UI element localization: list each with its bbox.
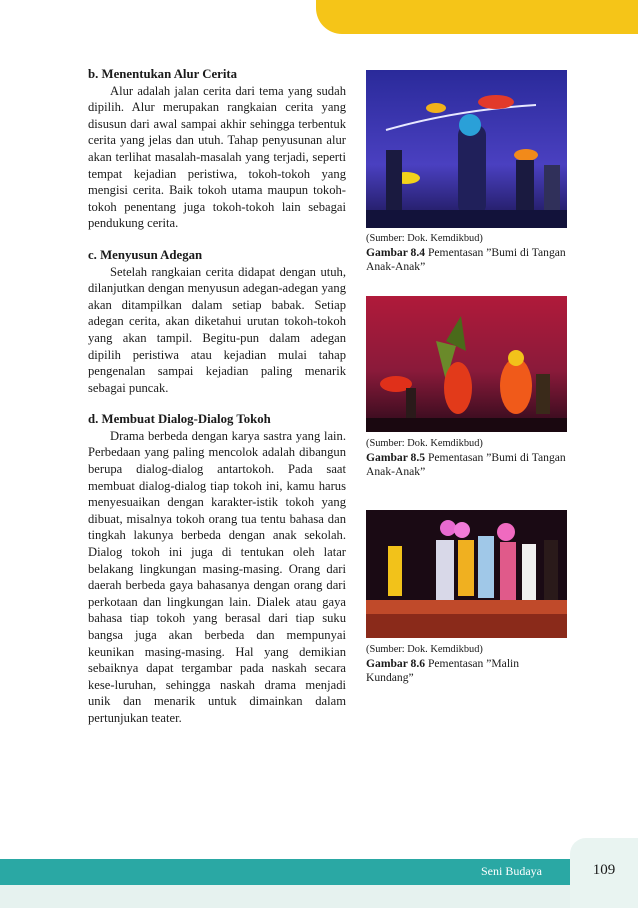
section-heading: d. Membuat Dialog-Dialog Tokoh <box>88 412 271 427</box>
footer-decor <box>0 885 638 908</box>
section-dialog-tokoh <box>88 411 346 726</box>
figure-label: Gambar 8.4 <box>366 246 426 259</box>
section-heading: c. Menyusun Adegan <box>88 247 203 262</box>
header-decor-tab <box>316 0 638 34</box>
book-title: Seni Budaya <box>481 864 542 878</box>
figure-title: Pementasan ”Bumi di Tangan Anak-Anak” <box>366 451 566 478</box>
figure-caption <box>366 232 567 274</box>
body-text-column <box>88 66 346 742</box>
stage-photo <box>366 510 567 638</box>
paragraph: Drama berbeda dengan karya sastra yang lain. Perbedaan yang paling mencolok adalah dibangun berupa dialog-dialog antartokoh. Pada saat membuat dialog-dialog tiap tokoh ini, kamu harus menyesuaikan dengan karakter-istik tokoh yang dibuat, misalnya tokoh orang tua tentu bahasa dan tingkah lakunya berbeda dengan anak sekolah. Dialog tokoh ini juga di tentukan oleh latar belakang lingkungan masing-masing. Orang dari daerah berbeda gaya bahasanya dengan orang dari perkotaan dan lingkungan lain. Dialek atau gaya bahasa tiap tokoh yang berasal dari tiap suku bangsa juga akan berbeda dan mempunyai keunikan masing-masing. Hal yang demikian sebaiknya dapat tergambar pada naskah secara kese-luruhan, sehingga naskah drama menjadi unik dan menarik untuk dimainkan dalam pertunjukan teater. <box>88 428 346 725</box>
stage-photo <box>366 296 567 432</box>
footer-band <box>0 859 638 885</box>
figure-title: Pementasan ”Bumi di Tangan Anak-Anak” <box>366 246 566 273</box>
figure-caption <box>366 643 567 685</box>
figure-label: Gambar 8.5 <box>366 451 426 464</box>
section-heading: b. Menentukan Alur Cerita <box>88 67 238 81</box>
paragraph: Setelah rangkaian cerita didapat dengan utuh, dilanjutkan dengan menyusun adegan-adegan yang akan ditampilkan dalam setiap babak. Setiap adegan cerita, akan diketahui urutan tokoh-tokoh yang akan tampil. Begitu-pun dalam adegan dipilih peristiwa atau kejadian mulai tahap pengenalan sampai kejadian paling menarik sebagai puncak. <box>88 264 346 395</box>
figure-source: (Sumber: Dok. Kemdikbud) <box>366 438 483 449</box>
page-number: 109 <box>592 862 616 878</box>
figure-source: (Sumber: Dok. Kemdikbud) <box>366 644 483 655</box>
figure-caption <box>366 437 567 479</box>
figure-label: Gambar 8.6 <box>366 657 426 670</box>
stage-photo <box>366 70 567 228</box>
section-menyusun-adegan <box>88 247 346 396</box>
section-alur-cerita <box>88 66 346 232</box>
paragraph: Alur adalah jalan cerita dari tema yang sudah dipilih. Alur merupakan rangkaian cerita yang disusun dari awal sampai akhir sehingga terbentuk cerita yang jelas dan utuh. Tahap penyusunan alur akan terlihat masalah-masalah yang terjadi, seperti tempat kejadian peristiwa, tokoh-tokoh yang mengisi cerita. Baik tokoh utama maupun tokoh-tokoh penentang juga tokoh-tokoh lain sebagai pendukung cerita. <box>88 83 346 231</box>
figure-8-4 <box>366 70 567 274</box>
figure-title: Pementasan ”Malin Kundang” <box>366 657 520 684</box>
figure-8-5 <box>366 296 567 479</box>
figure-source: (Sumber: Dok. Kemdikbud) <box>366 233 483 244</box>
figure-8-6 <box>366 510 567 685</box>
